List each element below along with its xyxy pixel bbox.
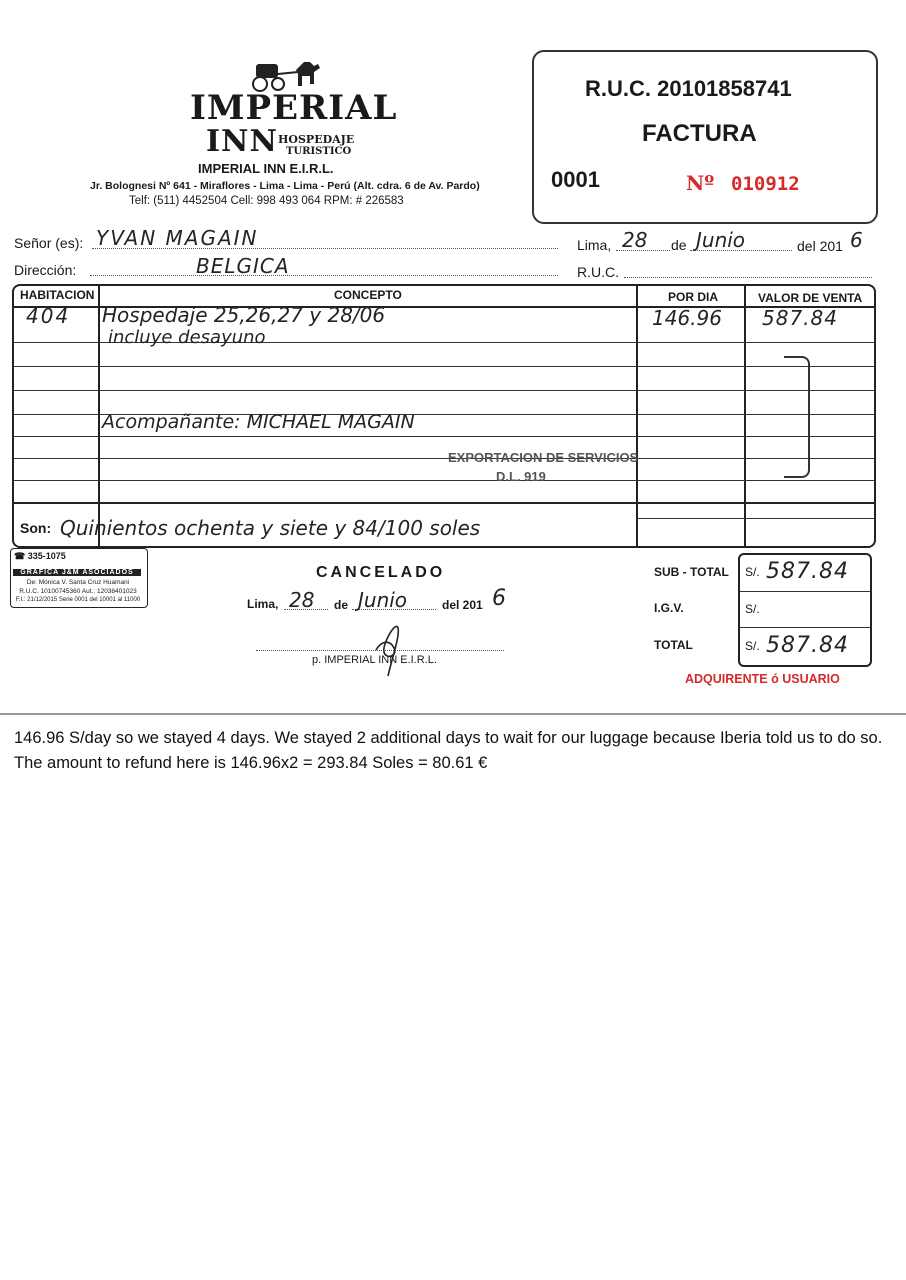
total-label: TOTAL [654, 638, 693, 652]
document-type: FACTURA [642, 120, 757, 147]
logo-tagline-1: HOSPEDAJE [278, 133, 355, 146]
col-divider-1 [98, 286, 100, 546]
ruc-number: R.U.C. 20101858741 [585, 76, 792, 101]
senor-label: Señor (es): [14, 235, 84, 251]
cancelado-year-digit: 6 [492, 586, 506, 611]
totals-divider [740, 591, 870, 592]
bracket-mark [784, 356, 810, 478]
cancelado-day: 28 [289, 588, 315, 612]
sale-value: 587.84 [762, 306, 838, 330]
date-month: Junio [696, 228, 746, 252]
signature-mark [372, 618, 412, 678]
row-line [14, 366, 874, 367]
date-year-digit: 6 [850, 228, 863, 252]
date-lima-label: Lima, [577, 237, 612, 253]
concept-line-2: incluye desayuno [108, 327, 266, 348]
subtotal-currency: S/. [745, 565, 760, 579]
date-day: 28 [622, 228, 648, 252]
per-day-value: 146.96 [652, 306, 722, 330]
customer-ruc-label: R.U.C. [577, 264, 619, 280]
cancelado-month: Junio [358, 588, 408, 612]
printer-line-2: R.U.C. 10100745360 Aut.: 12038401023 [19, 588, 137, 595]
cancelado-del-label: del 201 [442, 598, 483, 612]
total-value: 587.84 [766, 633, 849, 658]
companion-line: Acompañante: MICHAEL MAGAIN [102, 411, 415, 433]
copy-label: ADQUIRENTE ó USUARIO [685, 672, 840, 686]
export-stamp-line-1: EXPORTACION DE SERVICIOS [448, 450, 639, 465]
direccion-label: Dirección: [14, 262, 77, 278]
totals-divider [740, 627, 870, 628]
customer-ruc-line [624, 277, 872, 278]
invoice-series: 0001 [551, 167, 600, 192]
row-line [14, 458, 874, 459]
signature-line [256, 650, 504, 651]
date-de-label: de [671, 237, 687, 253]
room-number: 404 [26, 304, 71, 328]
header-concepto: CONCEPTO [334, 288, 402, 302]
row-line [14, 436, 874, 437]
scan-bottom-edge [0, 713, 906, 715]
company-address: Jr. Bolognesi Nº 641 - Miraflores - Lima - Lima - Perú (Alt. cdra. 6 de Av. Pardo) [90, 180, 480, 192]
logo-inn: INN [206, 124, 278, 159]
son-label: Son: [20, 520, 52, 536]
invoice-number-prefix: Nº [686, 171, 715, 195]
header-por-dia: POR DIA [668, 290, 719, 304]
igv-label: I.G.V. [654, 601, 684, 615]
invoice-table [12, 284, 876, 548]
printer-line-3: F.I.: 21/12/2015 Serie 0001 del 10001 al 11000 [15, 597, 141, 603]
company-phone: Telf: (511) 4452504 Cell: 998 493 064 RPM: # 226583 [129, 195, 404, 207]
son-value: Quinientos ochenta y siete y 84/100 soles [60, 516, 481, 540]
printer-line-1: De: Mónica V. Santa Cruz Huamani [26, 579, 130, 586]
cancelado-de-label: de [334, 598, 349, 612]
header-valor-venta: VALOR DE VENTA [758, 291, 863, 305]
refund-note: 146.96 S/day so we stayed 4 days. We stayed 2 additional days to wait for our luggage because Iberia told us to do so. The amount to refund here is 146.96x2 = 293.84 Soles = 80.61 € [14, 729, 883, 772]
logo-tagline-2: TURISTICO [286, 146, 352, 157]
export-stamp-line-2: D.L. 919 [496, 469, 546, 484]
carriage-logo-icon [248, 58, 328, 92]
date-del-label: del 201 [797, 238, 843, 254]
total-currency: S/. [745, 639, 760, 653]
col-divider-3 [744, 286, 746, 546]
printer-phone: ☎ 335-1075 [14, 551, 66, 561]
row-line [14, 502, 874, 504]
senor-value: YVAN MAGAIN [96, 226, 259, 250]
company-name: IMPERIAL INN E.I.R.L. [198, 161, 334, 176]
subtotal-label: SUB - TOTAL [654, 565, 729, 579]
cancelado-title: CANCELADO [316, 564, 446, 581]
row-line [14, 390, 874, 391]
signature-label: p. IMPERIAL INN E.I.R.L. [312, 654, 437, 666]
logo-imperial: IMPERIAL [190, 88, 398, 128]
printer-name: GRAFICA J&M ASOCIADOS [13, 569, 141, 576]
subtotal-value: 587.84 [766, 559, 849, 584]
totals-box [738, 553, 872, 667]
printer-box [10, 548, 148, 608]
row-line [14, 480, 874, 481]
row-line [636, 518, 874, 519]
header-habitacion: HABITACION [20, 288, 95, 302]
direccion-value: BELGICA [196, 254, 290, 278]
col-divider-2 [636, 286, 638, 546]
igv-currency: S/. [745, 602, 760, 616]
direccion-line [90, 275, 558, 276]
cancelado-lima-label: Lima, [247, 597, 279, 611]
concept-line-1: Hospedaje 25,26,27 y 28/06 [102, 303, 386, 327]
invoice-number: 010912 [731, 173, 800, 195]
